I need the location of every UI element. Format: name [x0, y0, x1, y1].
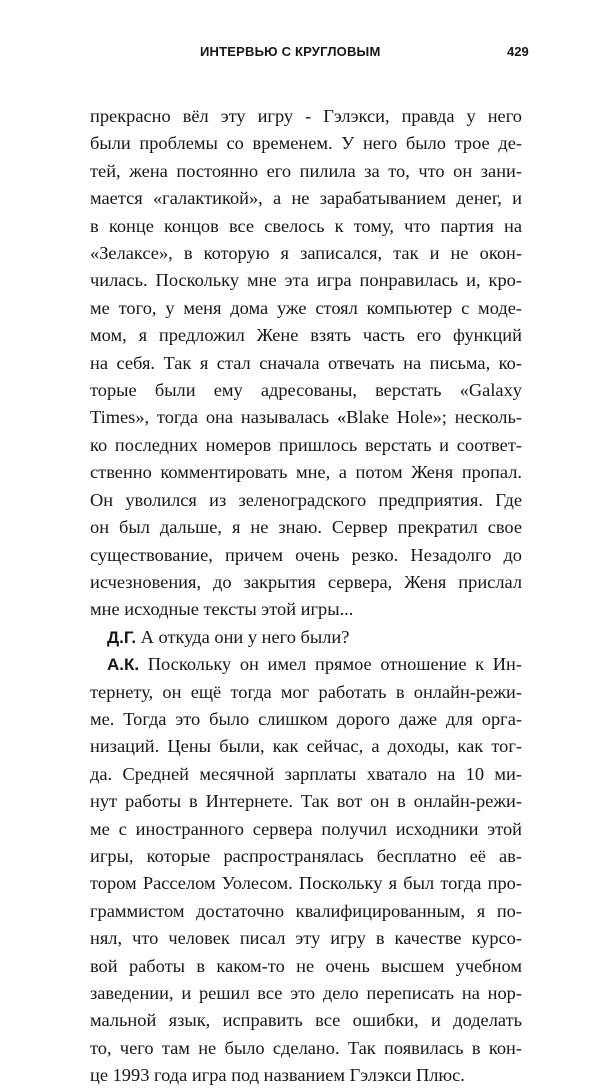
text-line: Times», тогда она называлась «Blake Hole»; несколь- — [90, 407, 522, 428]
text-line: игры, которые распространялась бесплатно её ав- — [90, 845, 522, 866]
text-line: в конце концов все свелось к тому, что партия на — [90, 215, 522, 236]
text-line: чилась. Поскольку мне эта игра понравилась и, кро- — [90, 270, 522, 291]
text-line: тернету, он ещё тогда мог работать в онлайн-режи- — [90, 681, 522, 702]
body-text — [90, 103, 522, 1090]
text-line: мне исходные тексты этой игры... — [90, 599, 354, 620]
text-line: ме с иностранного сервера получил исходники этой — [90, 818, 522, 839]
question-text: А откуда они у него были? — [136, 626, 350, 647]
text-line: ме того, у меня дома уже стоял компьютер с моде- — [90, 297, 522, 318]
text-line: тей, жена постоянно его пилила за то, что он зани- — [90, 160, 522, 181]
text-line: были проблемы со временем. У него было трое де- — [90, 133, 522, 154]
text-line: нял, что человек писал эту игру в качестве курсо- — [90, 928, 522, 949]
text-line: нут работы в Интернете. Так вот он в онлайн-режи- — [90, 791, 522, 812]
text-line: мается «галактикой», а не зарабатыванием денег, и — [90, 188, 522, 209]
text-line: це 1993 года игра под названием Гэлэкси Плюс. — [90, 1065, 465, 1086]
text-line: тором Расселом Уолесом. Поскольку я был тогда про- — [90, 873, 522, 894]
speaker-dg: Д.Г. — [107, 627, 137, 647]
paragraph-continued — [90, 103, 522, 624]
page-number: 429 — [507, 44, 529, 59]
text-line: ме. Тогда это было слишком дорого даже для орга- — [90, 708, 522, 729]
text-line: низаций. Цены были, как сейчас, а доходы, как тог- — [90, 736, 522, 757]
text-line: на себя. Так я стал сначала отвечать на письма, ко- — [90, 352, 522, 373]
text-line: прекрасно вёл эту игру - Гэлэкси, правда у него — [90, 106, 522, 126]
text-line: то, чего там не было сделано. Так появилась в кон- — [90, 1037, 522, 1058]
text-line: вой работы в каком-то не очень высшем учебном — [90, 955, 522, 976]
text-line: ственно комментировать мне, а потом Женя пропал. — [90, 462, 522, 483]
text-line: «Зелаксе», в которую я записался, так и не окон- — [90, 243, 522, 264]
text-line: заведении, и решил все это дело переписать на нор- — [90, 983, 522, 1003]
text-line: существование, причем очень резко. Незадолго до — [90, 544, 522, 565]
text-line: граммистом достаточно квалифицированным, я по- — [90, 900, 522, 921]
answer-first-line — [90, 651, 522, 678]
text-line: торые были ему адресованы, верстать «Galaxy — [90, 380, 522, 401]
text-line: Он уволился из зеленоградского предприятия. Где — [90, 489, 522, 510]
text-line: мальной язык, исправить все ошибки, и доделать — [90, 1010, 522, 1031]
text-line: да. Средней месячной зарплаты хватало на 10 ми- — [90, 763, 522, 784]
question-line — [90, 624, 522, 651]
text-line: исчезновения, до закрытия сервера, Женя прислал — [90, 571, 522, 592]
answer-paragraph — [90, 679, 522, 1090]
answer-text-start: Поскольку он имел прямое отношение к Ин- — [139, 654, 522, 675]
speaker-ak: А.К. — [107, 655, 140, 675]
text-line: ко последних номеров пришлось верстать и соответ- — [90, 434, 522, 455]
text-line: он был дальше, я не знаю. Сервер прекратил свое — [90, 517, 522, 538]
running-header-title: ИНТЕРВЬЮ С КРУГЛОВЫМ — [200, 44, 381, 59]
text-line: мом, я предложил Жене взять часть его функций — [90, 325, 522, 346]
